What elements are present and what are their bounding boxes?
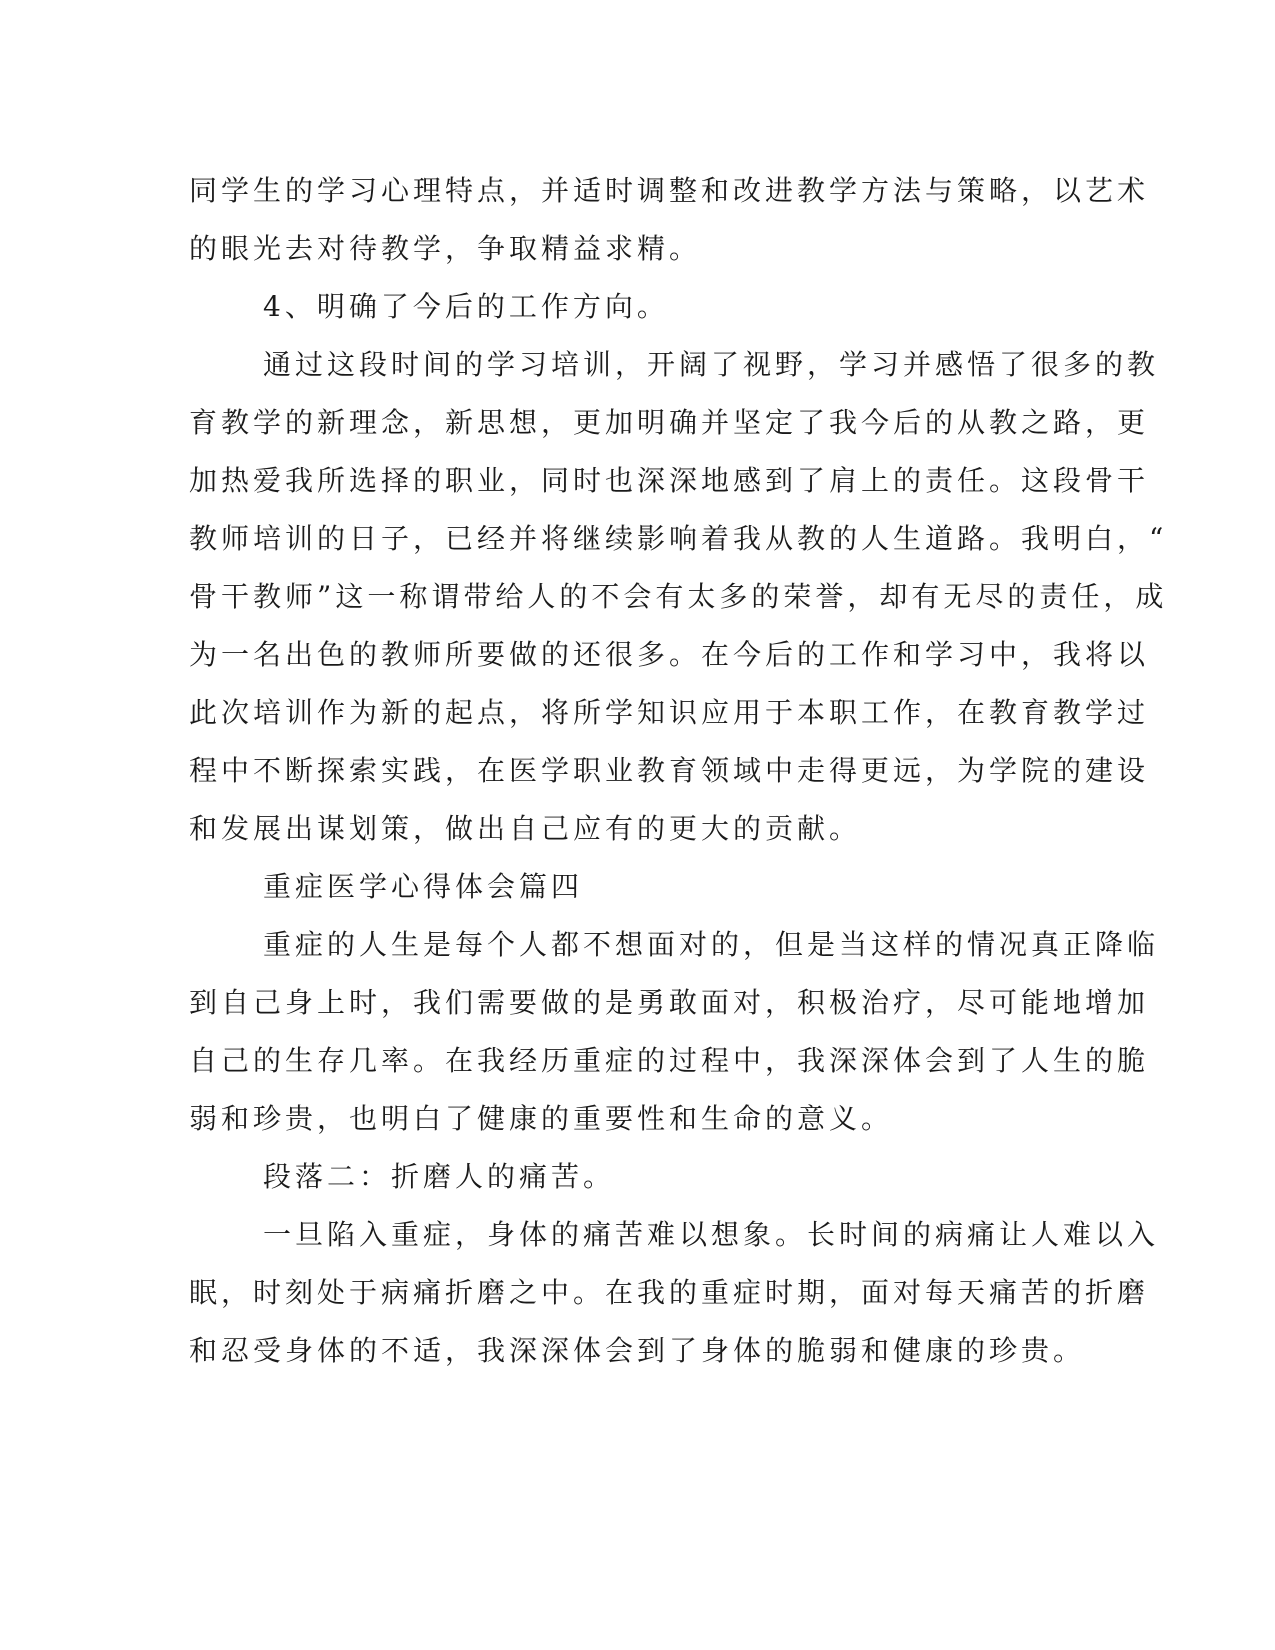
text-line: 的眼光去对待教学，争取精益求精。 (189, 232, 702, 265)
text-line: 骨干教师”这一称谓带给人的不会有太多的荣誉，却有无尽的责任，成 (189, 580, 1168, 613)
text-line: 程中不断探索实践，在医学职业教育领域中走得更远，为学院的建设 (189, 754, 1150, 787)
text-line: 到自己身上时，我们需要做的是勇敢面对，积极治疗，尽可能地增加 (189, 986, 1150, 1019)
text-line: 教师培训的日子，已经并将继续影响着我从教的人生道路。我明白，“ (189, 522, 1168, 555)
section-heading: 4、明确了今后的工作方向。 (263, 290, 669, 323)
text-line: 弱和珍贵，也明白了健康的重要性和生命的意义。 (189, 1102, 894, 1135)
text-line: 眠，时刻处于病痛折磨之中。在我的重症时期，面对每天痛苦的折磨 (189, 1276, 1150, 1309)
text-line: 自己的生存几率。在我经历重症的过程中，我深深体会到了人生的脆 (189, 1044, 1150, 1077)
article-title: 重症医学心得体会篇四 (263, 870, 584, 903)
paragraph-start: 通过这段时间的学习培训，开阔了视野，学习并感悟了很多的教 (263, 348, 1160, 381)
text-line: 和忍受身体的不适，我深深体会到了身体的脆弱和健康的珍贵。 (189, 1334, 1086, 1367)
text-line: 同学生的学习心理特点，并适时调整和改进教学方法与策略，以艺术 (189, 174, 1150, 207)
text-line: 和发展出谋划策，做出自己应有的更大的贡献。 (189, 812, 862, 845)
paragraph-start: 一旦陷入重症，身体的痛苦难以想象。长时间的病痛让人难以入 (263, 1218, 1160, 1251)
section-heading: 段落二：折磨人的痛苦。 (263, 1160, 616, 1193)
text-line: 育教学的新理念，新思想，更加明确并坚定了我今后的从教之路，更 (189, 406, 1150, 439)
text-line: 为一名出色的教师所要做的还很多。在今后的工作和学习中，我将以 (189, 638, 1150, 671)
text-line: 加热爱我所选择的职业，同时也深深地感到了肩上的责任。这段骨干 (189, 464, 1150, 497)
paragraph-start: 重症的人生是每个人都不想面对的，但是当这样的情况真正降临 (263, 928, 1160, 961)
text-line: 此次培训作为新的起点，将所学知识应用于本职工作，在教育教学过 (189, 696, 1150, 729)
document-body (189, 162, 1168, 1380)
